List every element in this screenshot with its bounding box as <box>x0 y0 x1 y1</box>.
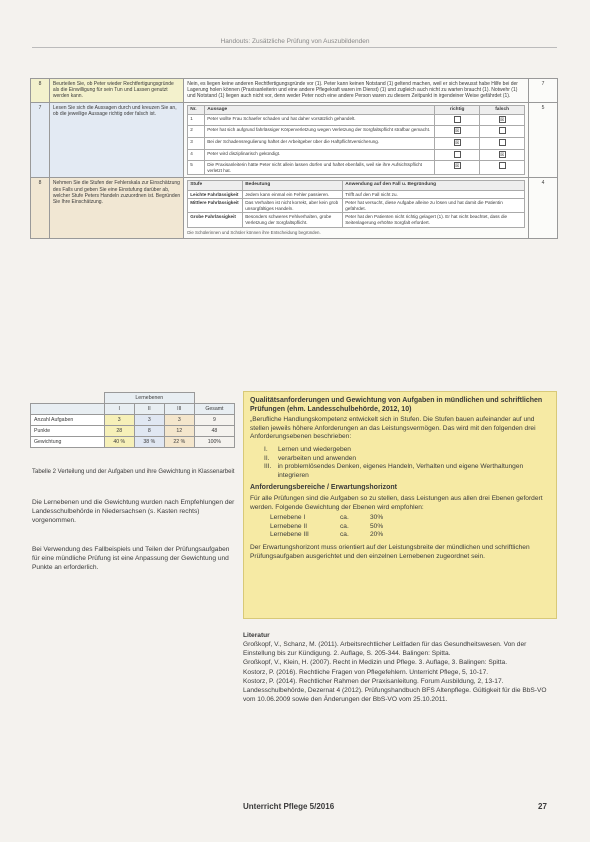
table-caption: Tabelle 2 Verteilung und der Aufgaben und ihre Gewichtung in Klassenarbeit <box>32 469 235 475</box>
scale-row <box>188 199 525 213</box>
cell: 8 <box>134 426 164 437</box>
list-item: Großkopf, V., Klein, H. (2007). Recht in Medizin und Pflege. 3. Auflage, 3. Balingen: Spitta. <box>243 659 508 667</box>
task-text: Lesen Sie sich die Aussagen durch und kreuzen Sie an, ob die jeweilige Aussage richtig oder falsch ist. <box>49 102 183 178</box>
expected-answer: Nein, es liegen keine anderen Rechtfertigungsgründe vor (1). Peter kann keinen Notstand (1) geltend machen, weil er sich bewusst habe Hilfe bei der Lagerung holen können (Praxisanleiterin und eine andere Pflegekraft waren im Dienst) (1) und zugleich auch nicht zu warten braucht (1). Notwehr (1) und Notstand (1) liegen auch nicht vor, denn weder Peter noch eine andere Person waren zu diesem Zeitpunkt in irgendeiner Weise gefährdet (1). <box>184 79 529 103</box>
cell: 28 <box>104 426 134 437</box>
scale-row <box>188 190 525 199</box>
box-closing: Der Erwartungshorizont muss orientiert auf der Leistungsbreite der mündlichen und schriftlichen Prüfungsaufgaben ausgerichtet und den einzelnen Lernebenen zugeordnet sein. <box>250 543 530 560</box>
list-item: Landesschulbehörde, Dezernat 4 (2012). Prüfungshandbuch BFS Altenpflege. Gültigkeit für die BbS-VO vom 10.06.2009 sowie den Änderungen der BbS-VO vom 25.10.2011. <box>243 687 547 703</box>
row-number: 8 <box>31 178 50 238</box>
expected-answer <box>184 102 529 178</box>
list-item: I. Lernen und wiedergeben <box>264 445 351 453</box>
literature-title: Literatur <box>243 632 270 639</box>
col-header: II <box>134 404 164 415</box>
checkbox-falsch[interactable] <box>499 127 506 134</box>
checkbox-falsch[interactable]: ☒ <box>500 116 505 122</box>
statements-table <box>187 105 525 176</box>
points: 4 <box>529 178 558 238</box>
scale-row <box>188 213 525 227</box>
cell: 3 <box>164 415 194 426</box>
checkbox-richtig[interactable]: ☒ <box>455 140 460 145</box>
scale-level: Grobe Fahrlässigkeit <box>188 213 243 227</box>
col-header: Gesamt <box>194 404 234 415</box>
table-row <box>31 102 558 178</box>
col-header: Stufe <box>188 181 243 190</box>
col-header: Bedeutung <box>243 181 343 190</box>
statement-nr: 2 <box>188 126 205 138</box>
statement-nr: 5 <box>188 161 205 175</box>
checkbox-falsch[interactable]: ☒ <box>500 151 505 157</box>
statement-nr: 3 <box>188 138 205 150</box>
scale-meaning: Jedem kann einmal ein Fehler passieren. <box>243 190 343 199</box>
row-number: 7 <box>31 102 50 178</box>
table-row <box>31 437 235 448</box>
statement-text: Peter hat sich aufgrund fahrlässiger Körperverletzung wegen Verletzung der Sorgfaltspflicht strafbar gemacht. <box>205 126 435 138</box>
cell: 12 <box>164 426 194 437</box>
checkbox-falsch[interactable] <box>499 139 506 146</box>
group-header: Lernebenen <box>104 393 194 404</box>
info-box <box>243 391 557 619</box>
row-number: 8 <box>31 79 50 103</box>
scale-meaning: Besonders schweres Fehlverhalten, grobe Verletzung der Sorgfaltspflicht. <box>243 213 343 227</box>
row-label: Punkte <box>31 426 105 437</box>
weighting-table <box>30 392 235 448</box>
table-row <box>31 415 235 426</box>
scale-application: Trifft auf den Fall nicht zu. <box>343 190 525 199</box>
box-subtitle: Anforderungsbereiche / Erwartungshorizont <box>250 484 398 492</box>
checkbox-richtig[interactable] <box>454 151 461 158</box>
checkbox-richtig[interactable]: ☒ <box>455 128 460 134</box>
statement-row <box>188 149 525 161</box>
cell: 22 % <box>164 437 194 448</box>
cell: 48 <box>194 426 234 437</box>
box-title: Qualitätsanforderungen und Gewichtung von Aufgaben in mündlichen und schriftlichen Prüfungen (ehm. Landesschulbehörde, 2012, 10) <box>250 397 543 413</box>
solution-table <box>30 78 558 239</box>
statement-text: Peter wird disziplinarisch gekündigt. <box>205 149 435 161</box>
scale-level: Mittlere Fahrlässigkeit <box>188 199 243 213</box>
row-label: Anzahl Aufgaben <box>31 415 105 426</box>
row-label: Gewichtung <box>31 437 105 448</box>
col-header: I <box>104 404 134 415</box>
list-item: III. in problemlösendes Denken, eigenes Handeln, Verhalten und eigene Werthaltungen integrieren <box>264 463 524 479</box>
statement-text: Peter wollte Frau Schaefer schaden und hat daher vorsätzlich gehandelt. <box>205 114 435 126</box>
body-paragraph: Bei Verwendung des Fallbeispiels und Teilen der Prüfungsaufgaben für eine mündliche Prüfung ist eine Anpassung der Gewichtung und Punkte an erforderlich. <box>32 546 230 571</box>
col-header: richtig <box>435 105 480 114</box>
body-paragraph: Die Lernebenen und die Gewichtung wurden nach Empfehlungen der Landesschulbehörde in Niedersachsen (s. Kasten rechts) vorgenommen. <box>32 499 235 524</box>
cell: 40 % <box>104 437 134 448</box>
list-item: Kostorz, P. (2014). Rechtlicher Rahmen der Praxisanleitung. Forum Ausbildung, 2, 13-17. <box>243 678 504 686</box>
journal-footer: Unterricht Pflege 5/2016 <box>243 802 335 811</box>
task-text: Beurteilen Sie, ob Peter wieder Rechtfertigungsgründe als die Einwilligung für sein Tun und Lassen genutzt werden kann. <box>49 79 183 103</box>
col-header: Nr. <box>188 105 205 114</box>
level-list <box>264 446 550 480</box>
box-text: Für alle Prüfungen sind die Aufgaben so zu stellen, dass Leistungen aus allen drei Ebenen gefordert werden. Folgende Gewichtung der Ebenen wird empfohlen: <box>250 494 543 511</box>
points: 7 <box>529 79 558 103</box>
cell: 3 <box>104 415 134 426</box>
statement-nr: 1 <box>188 114 205 126</box>
scale-application: Peter hat den Patienten nicht richtig gelagert (1). Er hat nicht beachtet, dass die Seitenlagerung erhöhte Sorgfalt erfordert. <box>343 213 525 227</box>
points: 5 <box>529 102 558 178</box>
statement-nr: 4 <box>188 149 205 161</box>
box-intro: „Berufliche Handlungskompetenz entwickelt sich in Stufen. Die Stufen bauen aufeinander auf und stellen jeweils höhere Anforderungen an das Leistungsvermögen. Das wird mit den folgenden drei Anforderungsebenen beschrieben: <box>250 416 536 441</box>
header-rule <box>32 47 557 48</box>
scale-level: Leichte Fahrlässigkeit <box>188 190 243 199</box>
task-text: Nehmen Sie die Stufen der Fehlerskala zur Einschätzung des Falls und geben Sie eine Einstufung darüber ab, welcher Stufe Peters Handeln zuzuordnen ist. Begründen Sie Ihre Einschätzung. <box>49 178 183 238</box>
expected-answer <box>184 178 529 238</box>
checkbox-richtig[interactable] <box>454 116 461 123</box>
scale-meaning: Das Verhalten ist nicht korrekt, aber kein grob unsorgfältiges Handeln. <box>243 199 343 213</box>
table-row <box>31 178 558 238</box>
fault-scale-table <box>187 180 525 227</box>
scale-application: Peter hat versucht, diese Aufgabe alleine zu lösen und hat damit die Patientin gefährdet. <box>343 199 525 213</box>
cell: 9 <box>194 415 234 426</box>
list-item: II. verarbeiten und anwenden <box>264 454 357 462</box>
list-item: Lernebene I ca. 30% <box>270 514 384 522</box>
col-header: III <box>164 404 194 415</box>
list-item: Lernebene III ca. 20% <box>270 531 384 539</box>
table-row <box>31 426 235 437</box>
statement-text: Bei der Schadensregulierung haftet der Arbeitgeber über die Haftpflichtversicherung. <box>205 138 435 150</box>
table-row <box>31 79 558 103</box>
col-header <box>31 404 105 415</box>
cell: 100% <box>194 437 234 448</box>
list-item: Kostorz, P. (2016). Rechtliche Fragen von Pflegefehlern. Unterricht Pflege, 5, 10-17. <box>243 668 489 676</box>
list-item: Lernebene II ca. 50% <box>270 522 384 530</box>
page-number: 27 <box>538 802 547 811</box>
statement-row <box>188 138 525 150</box>
col-header: Anwendung auf den Fall u. Begründung <box>343 181 525 190</box>
statement-row <box>188 114 525 126</box>
statement-row <box>188 126 525 138</box>
running-header: Handouts: Zusätzliche Prüfung von Auszubildenden <box>220 38 370 45</box>
literature-list <box>243 632 557 705</box>
weight-list <box>270 514 550 540</box>
cell: 38 % <box>134 437 164 448</box>
table-note: Die Schülerinnen und Schüler können ihre Entscheidung begründen. <box>187 229 321 235</box>
list-item: Großkopf, V., Schanz, M. (2011). Arbeitsrechtlicher Leitfaden für das Gesundheitswesen. Von der Einstellung bis zur Kündigung. 2. Auflage, S. 205-344. Balingen: Spitta. <box>243 641 527 657</box>
checkbox-richtig[interactable]: ☒ <box>455 163 460 169</box>
col-header: falsch <box>480 105 525 114</box>
statement-text: Die Praxisanleiterin hätte Peter nicht allein lassen dürfen und haftet ebenfalls, weil sie ihre Aufsichtspflicht verletzt hat. <box>205 161 435 175</box>
col-header: Aussage <box>205 105 435 114</box>
statement-row <box>188 161 525 175</box>
cell: 3 <box>134 415 164 426</box>
checkbox-falsch[interactable] <box>499 162 506 169</box>
